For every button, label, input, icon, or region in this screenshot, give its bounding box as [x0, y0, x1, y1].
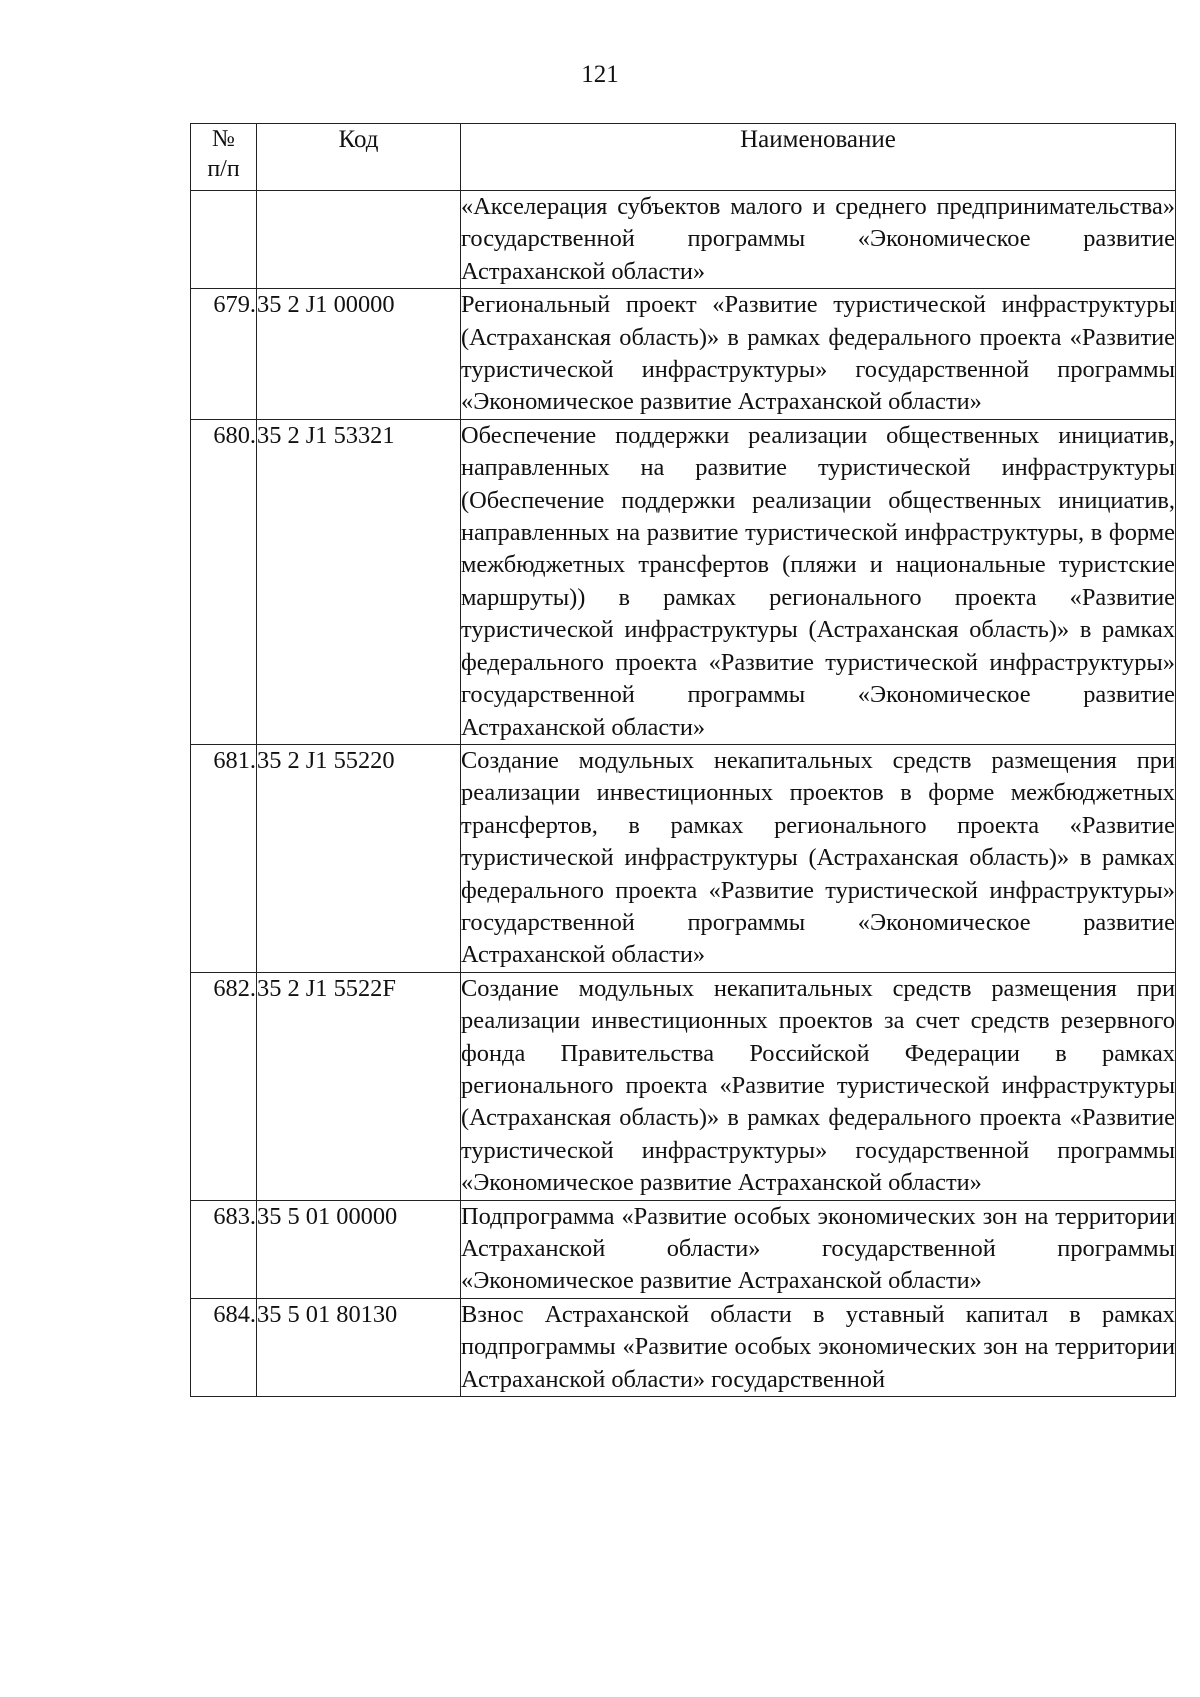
row-number: 680.	[191, 419, 257, 744]
table-row	[191, 1200, 1176, 1298]
row-name-text: Создание модульных некапитальных средств размещения при реализации инвестиционных проектов за счет средств резервного фонда Правительства Российской Федерации в рамках регионального проекта «Развитие туристической инфраструктуры (Астраханская область)» в рамках федерального проекта «Развитие туристической инфраструктуры» государственной программы «Экономическое развитие Астраханской области»	[461, 974, 1175, 1197]
row-number: 682.	[191, 972, 257, 1200]
row-code	[257, 191, 461, 289]
row-name	[461, 744, 1176, 972]
row-name-text: Региональный проект «Развитие туристической инфраструктуры (Астраханская область)» в рамках федерального проекта «Развитие туристической инфраструктуры» государственной программы «Экономическое развитие Астраханской области»	[461, 291, 1175, 416]
row-number: 681.	[191, 744, 257, 972]
table-row	[191, 744, 1176, 972]
row-name-text: Взнос Астраханской области в уставный капитал в рамках подпрограммы «Развитие особых экономических зон на территории Астраханской области» государственной	[461, 1300, 1175, 1393]
row-name-text: Подпрограмма «Развитие особых экономических зон на территории Астраханской области» государственной программы «Экономическое развитие Астраханской области»	[461, 1202, 1175, 1295]
row-name	[461, 191, 1176, 289]
header-number-sign: №	[212, 126, 235, 152]
header-code: Код	[257, 124, 461, 191]
header-name: Наименование	[461, 124, 1176, 191]
budget-classification-table	[190, 123, 1176, 1397]
row-name-text: Обеспечение поддержки реализации общественных инициатив, направленных на развитие туристической инфраструктуры (Обеспечение поддержки реализации общественных инициатив, направленных на развитие туристической инфраструктуры, в форме межбюджетных трансфертов (пляжи и национальные туристские маршруты)) в рамках регионального проекта «Развитие туристической инфраструктуры (Астраханская область)» в рамках федерального проекта «Развитие туристической инфраструктуры» государственной программы «Экономическое развитие Астраханской области»	[461, 421, 1175, 741]
table-row	[191, 419, 1176, 744]
row-code: 35 2 J1 55220	[257, 744, 461, 972]
row-name-text: «Акселерация субъектов малого и среднего предпринимательства» государственной программы «Экономическое развитие Астраханской области»	[461, 193, 1175, 285]
row-code: 35 5 01 00000	[257, 1200, 461, 1298]
row-number: 679.	[191, 289, 257, 420]
header-number-abbr: п/п	[207, 156, 240, 182]
row-code: 35 2 J1 00000	[257, 289, 461, 420]
row-name	[461, 1200, 1176, 1298]
row-number: 684.	[191, 1298, 257, 1396]
table-row	[191, 972, 1176, 1200]
row-code: 35 5 01 80130	[257, 1298, 461, 1396]
row-name	[461, 1298, 1176, 1396]
page-number: 121	[581, 61, 619, 88]
row-name-text: Создание модульных некапитальных средств размещения при реализации инвестиционных проектов в форме межбюджетных трансфертов, в рамках регионального проекта «Развитие туристической инфраструктуры (Астраханская область)» в рамках федерального проекта «Развитие туристической инфраструктуры» государственной программы «Экономическое развитие Астраханской области»	[461, 746, 1175, 969]
row-number	[191, 191, 257, 289]
row-name	[461, 972, 1176, 1200]
table-header-row	[191, 124, 1176, 191]
table-row	[191, 289, 1176, 420]
header-row-number	[191, 124, 257, 191]
row-code: 35 2 J1 53321	[257, 419, 461, 744]
row-name	[461, 419, 1176, 744]
table-row	[191, 191, 1176, 289]
row-code: 35 2 J1 5522F	[257, 972, 461, 1200]
row-number: 683.	[191, 1200, 257, 1298]
table-row	[191, 1298, 1176, 1396]
row-name	[461, 289, 1176, 420]
